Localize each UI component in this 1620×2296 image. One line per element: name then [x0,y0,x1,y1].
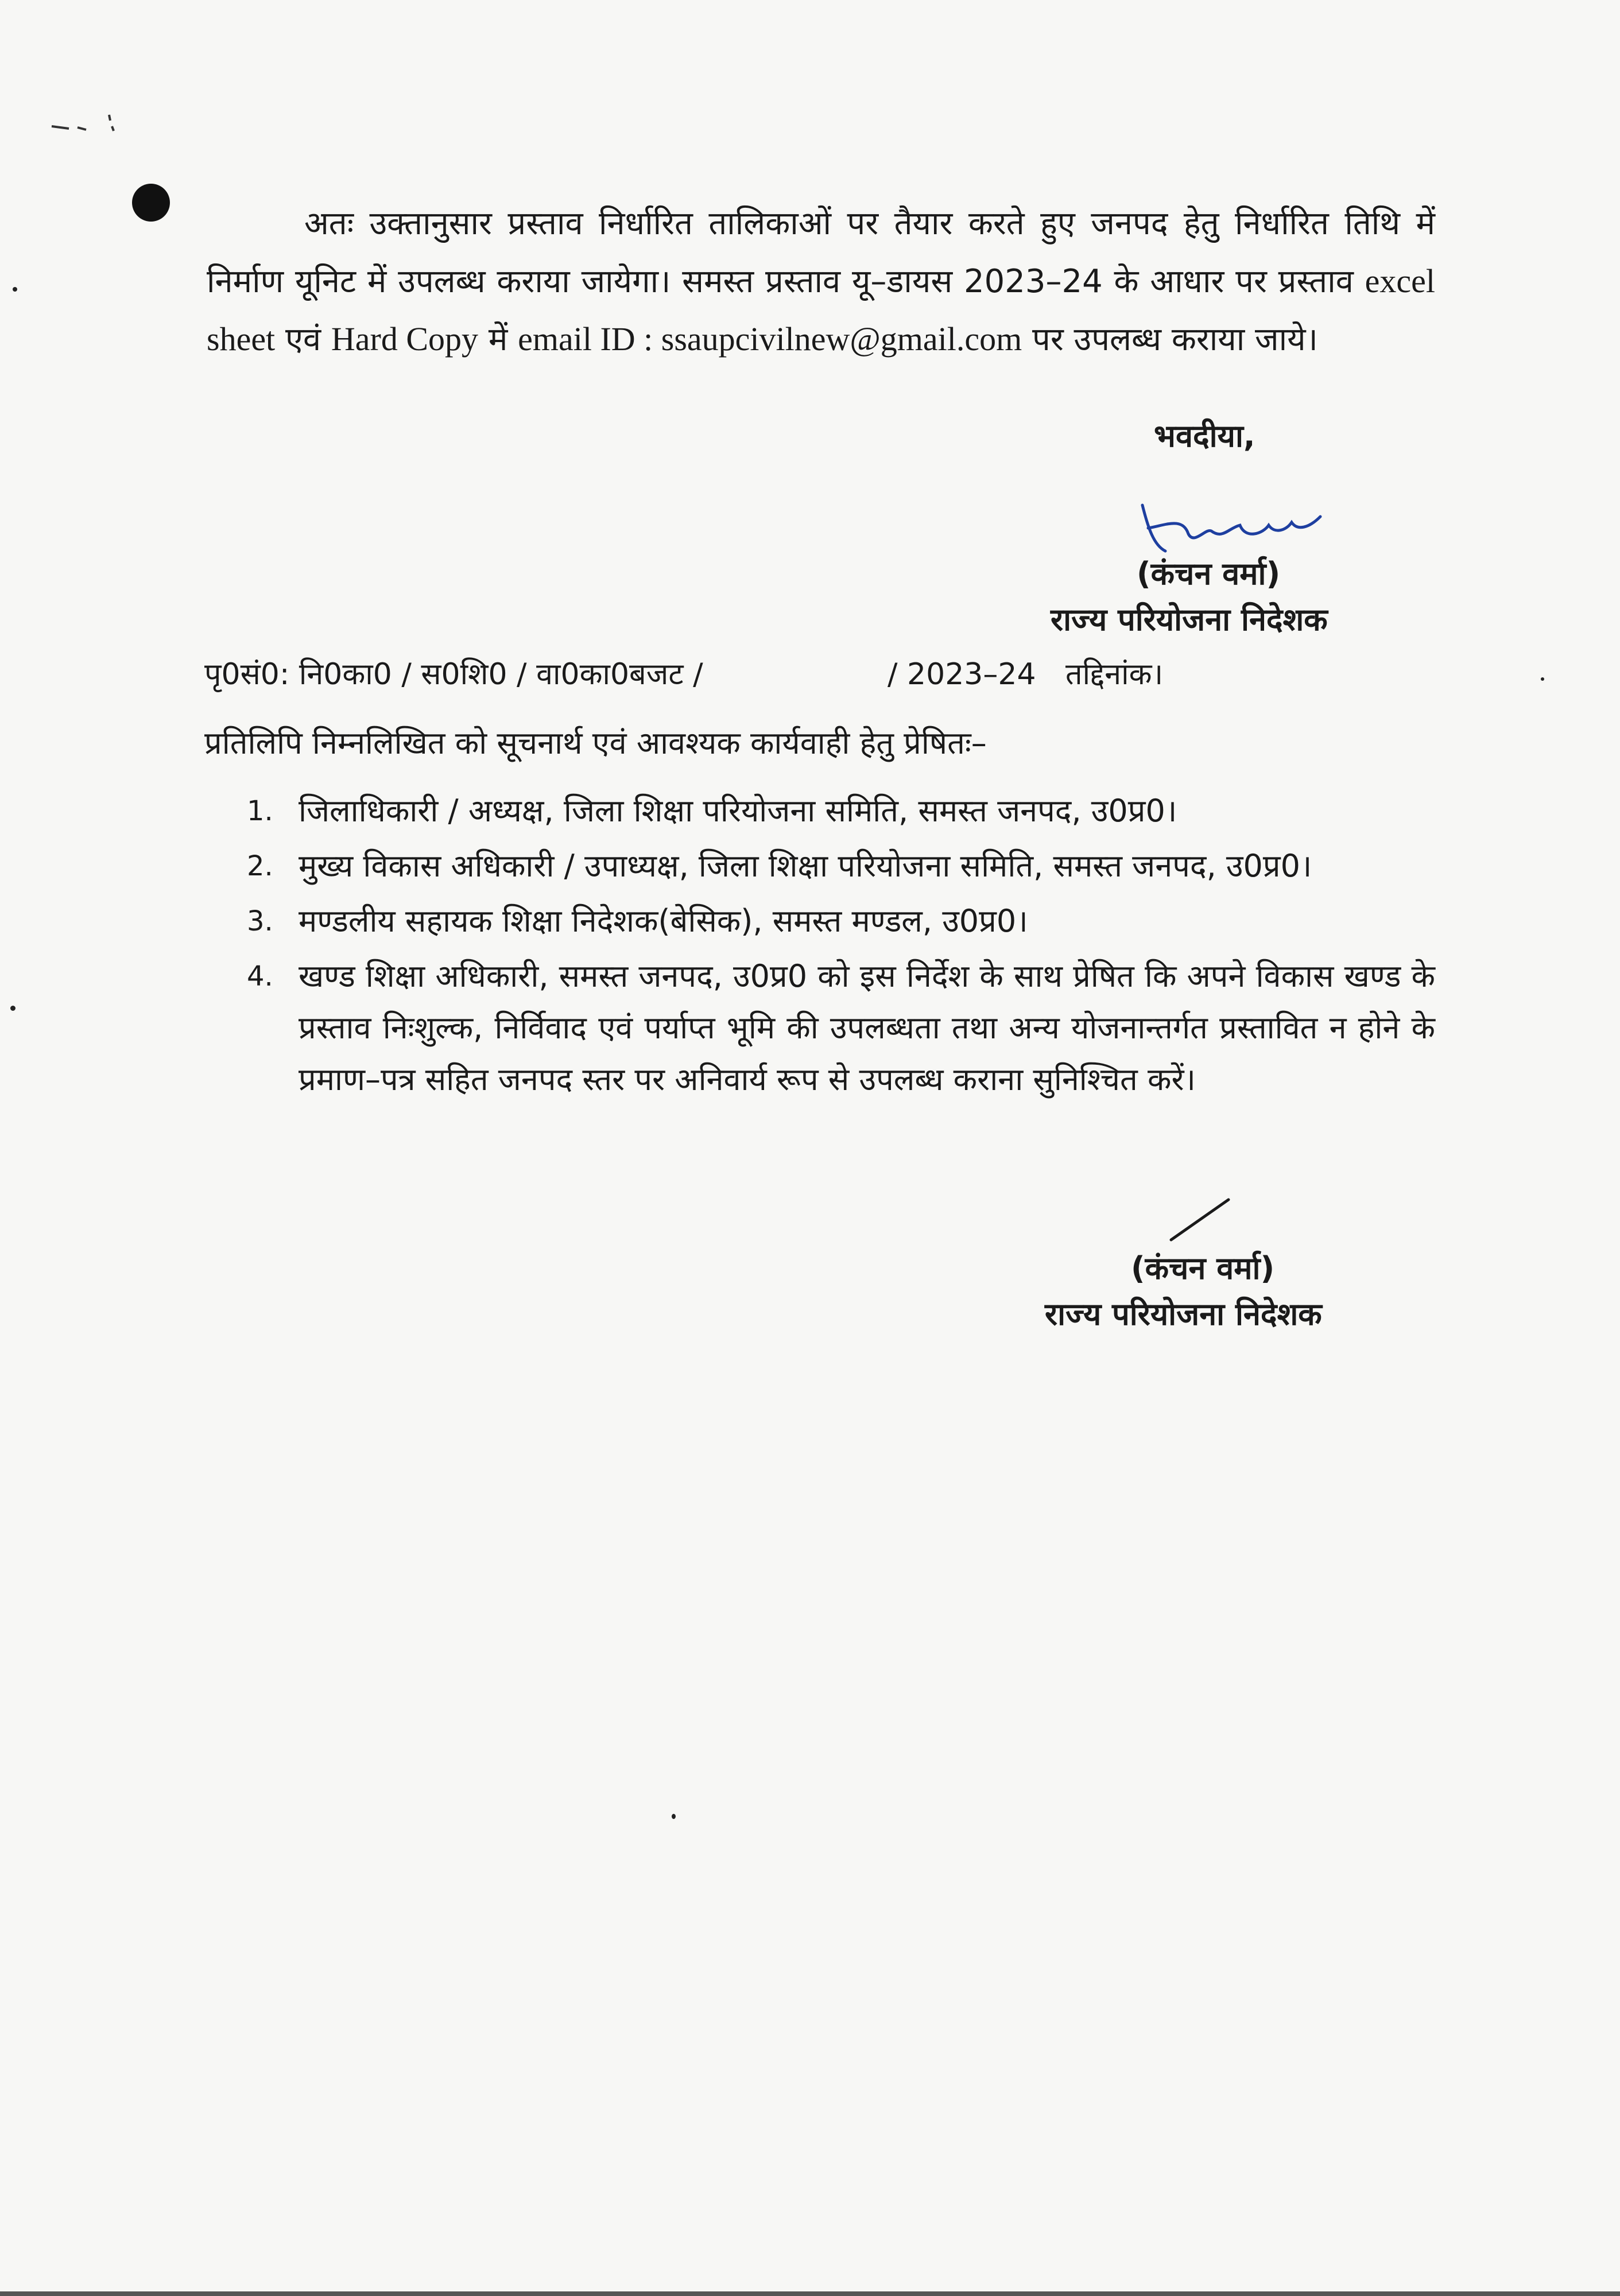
reference-year: / 2023–24 [887,657,1036,692]
list-item: 2. मुख्य विकास अधिकारी / उपाध्यक्ष, जिला शिक्षा परियोजना समिति, समस्त जनपद, उ0प्र0। [247,848,1312,884]
scan-mark [46,103,126,138]
closing-salutation: भवदीया, [1154,418,1255,454]
signatory-designation-1: राज्य परियोजना निदेशक [1051,602,1328,638]
reference-prefix: पृ0सं0: नि0का0 / स0शि0 / वा0का0बजट / [204,657,703,692]
signatory-name-2: (कंचन वर्मा) [1131,1250,1275,1286]
copy-recipient-list [247,785,1435,1109]
signatory-name-1: (कंचन वर्मा) [1137,556,1281,592]
list-item: 3. मण्डलीय सहायक शिक्षा निदेशक(बेसिक), समस्त मण्डल, उ0प्र0। [247,903,1028,939]
email-address: email ID : ssaupcivilnew@gmail.com [518,320,1022,358]
scan-speck [1541,677,1544,681]
punch-hole [132,184,170,222]
scan-speck [10,1006,15,1011]
reference-date: तद्दिनांक। [1065,657,1164,692]
scan-speck [672,1814,676,1819]
list-item: 1. जिलाधिकारी / अध्यक्ष, जिला शिक्षा परियोजना समिति, समस्त जनपद, उ0प्र0। [247,793,1177,829]
scan-bottom-edge [0,2291,1620,2296]
signatory-designation-2: राज्य परियोजना निदेशक [1045,1296,1322,1332]
intro-paragraph: अतः उक्तानुसार प्रस्ताव निर्धारित तालिकाओं पर तैयार करते हुए जनपद हेतु निर्धारित तिथि में निर्माण यूनिट में उपलब्ध कराया जायेगा। समस्त प्रस्ताव यू–डायस 2023–24 के आधार पर प्रस्ताव excel sheet एवं Hard Copy में email ID : ssaupcivilnew@gmail.com पर उपलब्ध कराया जाये। [207,205,1435,358]
copy-to-heading: प्रतिलिपि निम्नलिखित को सूचनार्थ एवं आवश्यक कार्यवाही हेतु प्रेषितः– [204,725,987,761]
scan-speck [13,287,17,292]
list-item: 4. खण्ड शिक्षा अधिकारी, समस्त जनपद, उ0प्र0 को इस निर्देश के साथ प्रेषित कि अपने विकास खण्ड के प्रस्ताव निःशुल्क, निर्विवाद एवं पर्याप्त भूमि की उपलब्धता तथा अन्य योजनान्तर्गत प्रस्तावित न होने के प्रमाण–पत्र सहित जनपद स्तर पर अनिवार्य रूप से उपलब्ध कराना सुनिश्चित करें। [247,958,1435,1097]
signature-stroke [1165,1194,1234,1246]
